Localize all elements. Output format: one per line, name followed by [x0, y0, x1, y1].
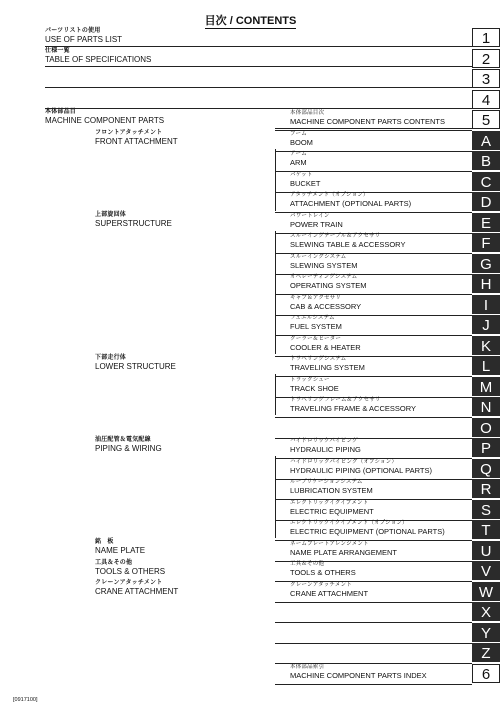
entry-jp: パワートレイン — [290, 212, 330, 219]
heading-crane-attachment[interactable] — [95, 580, 178, 596]
entry-jp: バケット — [290, 171, 313, 178]
section-tab-b[interactable]: B — [472, 151, 500, 170]
page-title: 目次 / CONTENTS — [204, 15, 297, 27]
entry-jp: ルーブリケーションシステム — [290, 479, 363, 485]
entry-en: ELECTRIC EQUIPMENT (OPTIONAL PARTS) — [290, 527, 445, 536]
entry-en: TRAVELING FRAME & ACCESSORY — [290, 404, 417, 413]
entry-en: LUBRICATION SYSTEM — [290, 486, 373, 495]
section-tab-v[interactable]: V — [472, 561, 500, 580]
entry-jp: ハイドロリックパイピング — [290, 438, 358, 444]
entry-en: ATTACHMENT (OPTIONAL PARTS) — [290, 199, 412, 208]
divider — [45, 66, 472, 67]
section-tab-g[interactable]: G — [472, 254, 500, 273]
section-tab-e[interactable]: E — [472, 213, 500, 232]
entry-en: SLEWING TABLE & ACCESSORY — [290, 240, 406, 249]
heading-front-attachment[interactable] — [95, 130, 178, 146]
entry-jp: オペレーティングシステム — [290, 274, 358, 280]
heading-en: PIPING & WIRING — [95, 444, 162, 453]
divider — [275, 622, 472, 623]
section-tab-a[interactable]: A — [472, 131, 500, 150]
contents-entry[interactable] — [290, 110, 445, 130]
section-tab-f[interactable]: F — [472, 233, 500, 252]
entry-en: COOLER & HEATER — [290, 342, 361, 352]
section-tab-r[interactable]: R — [472, 479, 500, 498]
entry-en: OPERATING SYSTEM — [290, 281, 367, 290]
contents-entry[interactable] — [290, 295, 361, 315]
entry-jp: ブーム — [290, 130, 307, 137]
section-tab-5[interactable]: 5 — [472, 110, 500, 129]
group-bracket — [275, 149, 276, 211]
divider — [45, 108, 472, 109]
section-tab-u[interactable]: U — [472, 541, 500, 560]
entry-jp: エレクトリックイクイプメント（オプション） — [290, 520, 408, 526]
contents-entry[interactable] — [290, 397, 416, 417]
divider — [275, 643, 472, 644]
heading-jp: 本体部品目 — [45, 109, 77, 115]
heading-superstructure[interactable] — [95, 212, 172, 228]
entry-jp: 工具＆その他 — [290, 561, 325, 567]
heading-en: CRANE ATTACHMENT — [95, 587, 179, 596]
section-tab-i[interactable]: I — [472, 295, 500, 314]
heading-jp: 上部旋回体 — [95, 212, 127, 218]
heading-en: FRONT ATTACHMENT — [95, 137, 178, 146]
section-tab-o[interactable]: O — [472, 418, 500, 437]
entry-en: SLEWING SYSTEM — [290, 260, 358, 270]
entry-en: NAME PLATE ARRANGEMENT — [290, 547, 397, 557]
contents-entry[interactable] — [290, 192, 411, 212]
entry-jp: ハイドロリックパイピング（オプション） — [290, 458, 398, 465]
section-tab-t[interactable]: T — [472, 520, 500, 539]
divider — [275, 438, 472, 439]
contents-entry[interactable] — [290, 500, 374, 520]
contents-entry[interactable] — [290, 233, 405, 253]
entry-jp: ネームプレートアレンジメント — [290, 540, 369, 547]
contents-entry[interactable] — [290, 274, 367, 294]
entry-jp: トラックシュー — [290, 376, 330, 383]
contents-entry[interactable] — [290, 213, 343, 233]
contents-entry[interactable] — [290, 336, 361, 356]
contents-entry[interactable] — [290, 254, 358, 274]
contents-entry[interactable] — [290, 520, 445, 540]
heading-en: MACHINE COMPONENT PARTS — [45, 116, 165, 125]
contents-entry[interactable] — [290, 459, 432, 479]
heading-en: TABLE OF SPECIFICATIONS — [45, 55, 152, 64]
entry-en: MACHINE COMPONENT PARTS INDEX — [290, 670, 427, 680]
group-bracket — [275, 456, 276, 538]
section-tab-z[interactable]: Z — [472, 643, 500, 662]
heading-jp: 下部走行体 — [95, 355, 127, 361]
section-tab-j[interactable]: J — [472, 315, 500, 334]
contents-entry[interactable] — [290, 356, 365, 376]
divider — [275, 684, 472, 685]
entry-en: HYDRAULIC PIPING (OPTIONAL PARTS) — [290, 465, 432, 475]
entry-en: CRANE ATTACHMENT — [290, 588, 369, 598]
entry-jp: 本体部品索引 — [290, 663, 325, 670]
heading-jp: 工具＆その他 — [95, 560, 133, 566]
heading-piping-wiring[interactable] — [95, 437, 162, 453]
entry-jp: アタッチメント（オプション） — [290, 192, 369, 198]
section-tab-c[interactable]: C — [472, 172, 500, 191]
heading-machine-component-parts[interactable] — [45, 109, 164, 125]
entry-en: POWER TRAIN — [290, 219, 343, 229]
section-tab-x[interactable]: X — [472, 602, 500, 621]
section-tab-y[interactable]: Y — [472, 623, 500, 642]
entry-en: BOOM — [290, 137, 313, 147]
heading-en: USE OF PARTS LIST — [45, 35, 123, 44]
heading-tools-others[interactable] — [95, 560, 165, 576]
heading-jp: 油圧配管＆電気配線 — [95, 437, 151, 443]
section-tab-d[interactable]: D — [472, 192, 500, 211]
entry-en: BUCKET — [290, 178, 321, 188]
group-bracket — [275, 374, 276, 415]
heading-lower-structure[interactable] — [95, 355, 176, 371]
contents-entry[interactable] — [290, 315, 342, 335]
heading-jp: クレーンアタッチメント — [95, 580, 163, 586]
heading-jp: フロントアタッチメント — [95, 130, 163, 136]
contents-entry[interactable] — [290, 479, 373, 499]
heading-jp: 仕様一覧 — [45, 48, 70, 54]
section-tab-h[interactable]: H — [472, 274, 500, 293]
entry-jp: 本体部品目次 — [290, 110, 325, 116]
contents-entry[interactable] — [290, 582, 368, 602]
divider — [45, 87, 472, 88]
section-tab-p[interactable]: P — [472, 438, 500, 457]
entry-en: HYDRAULIC PIPING — [290, 445, 361, 454]
entry-en: TOOLS & OTHERS — [290, 568, 356, 577]
entry-en: MACHINE COMPONENT PARTS CONTENTS — [290, 117, 446, 126]
heading-en: SUPERSTRUCTURE — [95, 219, 172, 228]
entry-en: TRACK SHOE — [290, 383, 339, 393]
divider — [45, 46, 472, 47]
section-tab-s[interactable]: S — [472, 500, 500, 519]
entry-jp: アーム — [290, 151, 307, 157]
section-tab-n[interactable]: N — [472, 397, 500, 416]
section-tab-6[interactable]: 6 — [472, 664, 500, 683]
footer-code: [0917100] — [13, 697, 38, 703]
section-tab-q[interactable]: Q — [472, 459, 500, 478]
entry-jp: クレーンアタッチメント — [290, 581, 352, 588]
contents-entry[interactable] — [290, 151, 307, 171]
section-tab-l[interactable]: L — [472, 356, 500, 375]
heading-jp: パーツリストの使用 — [45, 28, 101, 34]
section-tab-3[interactable]: 3 — [472, 69, 500, 88]
divider — [275, 417, 472, 418]
contents-entry[interactable] — [290, 438, 361, 458]
contents-entry[interactable] — [290, 172, 320, 192]
section-tab-4[interactable]: 4 — [472, 90, 500, 109]
section-tab-1[interactable]: 1 — [472, 28, 500, 47]
section-tab-k[interactable]: K — [472, 336, 500, 355]
entry-jp: トラベリングシステム — [290, 356, 347, 362]
heading-en: LOWER STRUCTURE — [95, 362, 176, 371]
contents-entry[interactable] — [290, 131, 313, 151]
entry-jp: エレクトリックイクイプメント — [290, 499, 369, 506]
entry-jp: キャブ＆アクセサリ — [290, 294, 342, 301]
contents-entry[interactable] — [290, 561, 356, 581]
divider — [275, 663, 472, 664]
divider — [275, 602, 472, 603]
entry-jp: スルーイングテーブル＆アクセサリ — [290, 233, 381, 239]
entry-en: CAB & ACCESSORY — [290, 301, 362, 311]
heading-en: NAME PLATE — [95, 546, 146, 555]
heading-en: TOOLS & OTHERS — [95, 567, 166, 576]
section-tab-w[interactable]: W — [472, 582, 500, 601]
entry-en: FUEL SYSTEM — [290, 322, 342, 331]
heading-jp: 銘 板 — [95, 539, 114, 545]
entry-en: ELECTRIC EQUIPMENT — [290, 506, 374, 516]
section-tab-m[interactable]: M — [472, 377, 500, 396]
section-tab-2[interactable]: 2 — [472, 49, 500, 68]
contents-entry[interactable] — [290, 377, 339, 397]
heading-use-of-parts-list[interactable] — [45, 28, 122, 44]
entry-en: TRAVELING SYSTEM — [290, 363, 365, 372]
entry-jp: スルーイングシステム — [290, 253, 347, 260]
entry-jp: トラベリングフレーム＆アクセサリ — [290, 397, 381, 403]
heading-table-of-specifications[interactable] — [45, 48, 151, 64]
heading-name-plate[interactable] — [95, 539, 145, 555]
contents-entry[interactable] — [290, 541, 397, 561]
entry-en: ARM — [290, 158, 307, 167]
entry-jp: フュエルシステム — [290, 315, 335, 321]
contents-entry[interactable] — [290, 664, 427, 684]
entry-jp: クーラー＆ヒーター — [290, 335, 342, 342]
